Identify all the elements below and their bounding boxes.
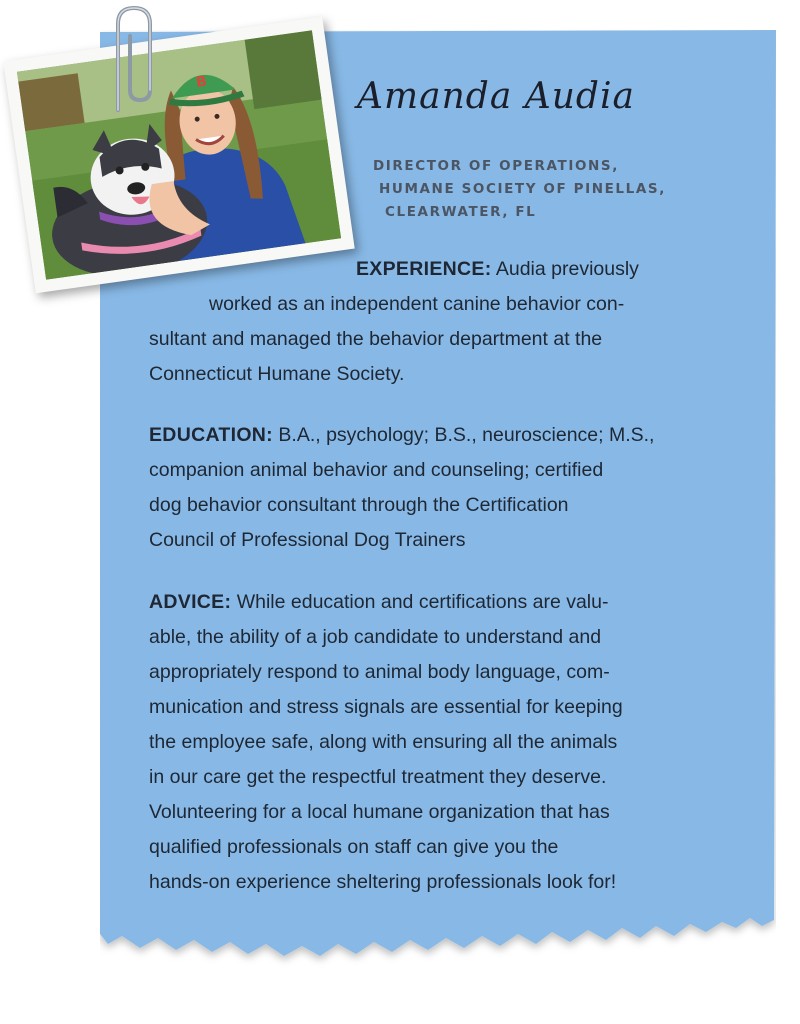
education-line: companion animal behavior and counseling; certified	[149, 459, 604, 481]
profile-photo	[3, 17, 354, 294]
advice-line: the employee safe, along with ensuring all the animals	[149, 731, 618, 753]
experience-first-text: Audia previously	[495, 258, 639, 280]
advice-line: appropriately respond to animal body language, com-	[149, 661, 610, 683]
paperclip-icon	[104, 2, 168, 114]
role-line-3: CLEARWATER, FL	[385, 204, 537, 220]
advice-first-text: While education and certifications are valu-	[236, 591, 609, 613]
advice-first-line	[149, 591, 608, 614]
advice-line: hands-on experience sheltering professionals look for!	[149, 871, 617, 893]
education-line: Council of Professional Dog Trainers	[149, 529, 466, 551]
experience-line: worked as an independent canine behavior con-	[209, 293, 625, 315]
advice-label: ADVICE:	[149, 591, 232, 613]
education-first-text: B.A., psychology; B.S., neuroscience; M.S.,	[278, 424, 655, 446]
experience-line: Connecticut Humane Society.	[149, 363, 405, 385]
advice-line: able, the ability of a job candidate to understand and	[149, 626, 602, 648]
education-label: EDUCATION:	[149, 424, 273, 446]
experience-line: sultant and managed the behavior department at the	[149, 328, 603, 350]
role-line-2: HUMANE SOCIETY OF PINELLAS,	[379, 181, 666, 197]
advice-line: qualified professionals on staff can give you the	[149, 836, 559, 858]
advice-line: Volunteering for a local humane organization that has	[149, 801, 610, 823]
person-name: Amanda Audia	[357, 76, 635, 117]
advice-line: in our care get the respectful treatment they deserve.	[149, 766, 607, 788]
photo-illustration	[17, 30, 341, 279]
role-line-1: DIRECTOR OF OPERATIONS,	[373, 158, 619, 174]
education-line: dog behavior consultant through the Certification	[149, 494, 569, 516]
svg-text:B: B	[195, 73, 208, 91]
advice-line: munication and stress signals are essential for keeping	[149, 696, 623, 718]
experience-first-line	[356, 258, 639, 281]
education-first-line	[149, 424, 654, 447]
experience-label: EXPERIENCE:	[356, 258, 492, 280]
